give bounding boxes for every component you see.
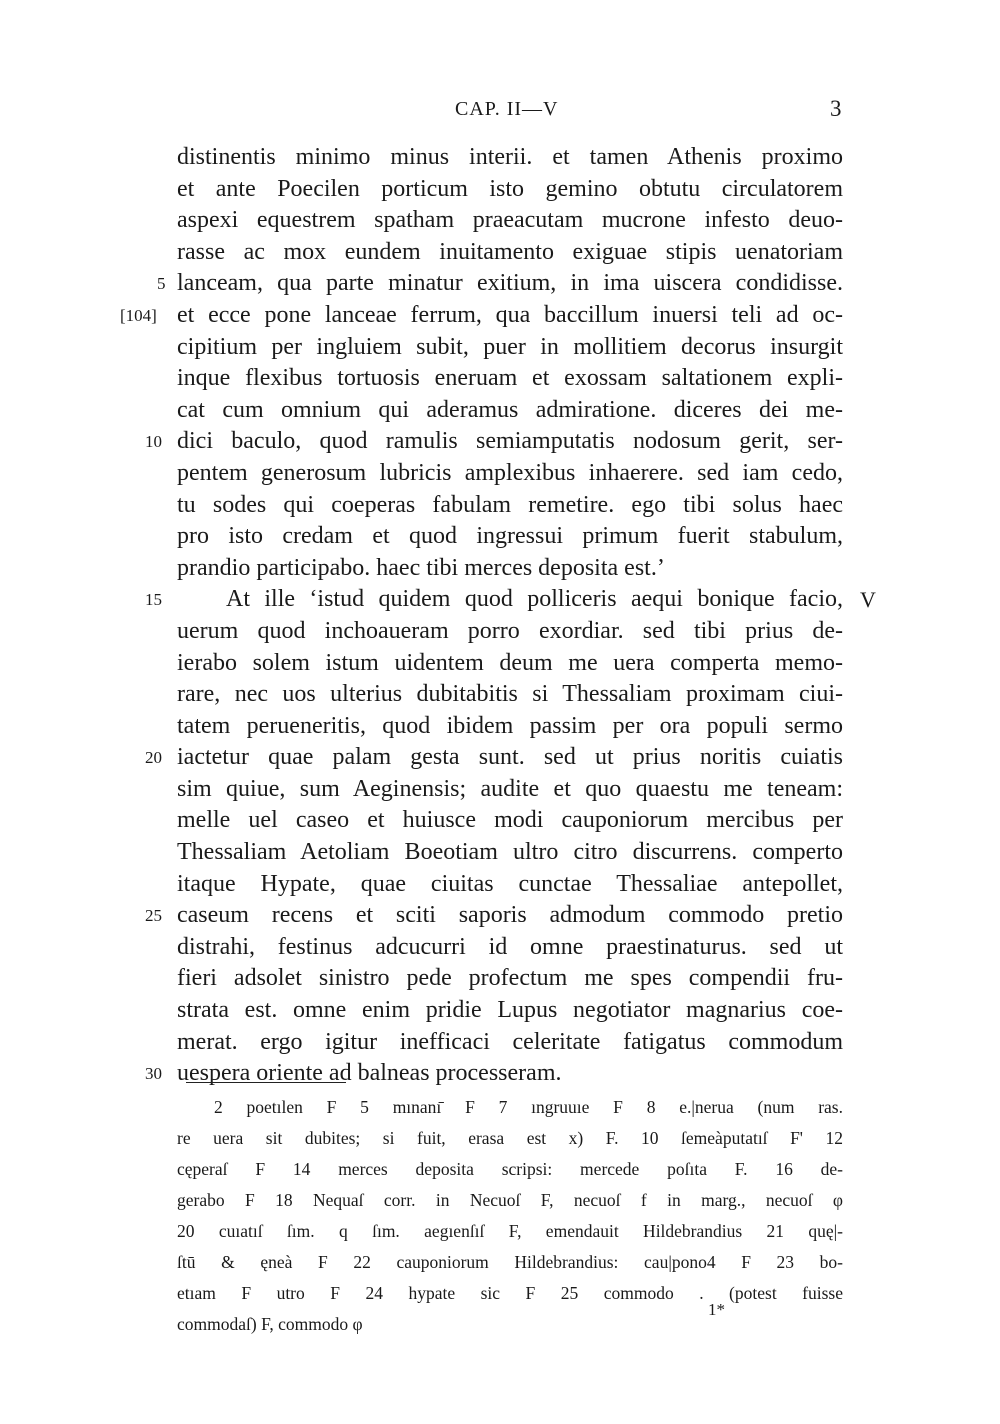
text-line — [0, 237, 1000, 269]
apparatus-line — [0, 1123, 1000, 1154]
apparatus-line — [0, 1154, 1000, 1185]
text-line — [0, 932, 1000, 964]
line-text: melle uel caseo et huiusce modi cauponiorum mercibus per — [177, 807, 843, 834]
apparatus-text: 20 cuıatıſ ſım. q ſım. aegıenſıſ F, emendauit Hildebrandius 21 quę|- — [177, 1221, 843, 1241]
apparatus-text: etıam F utro F 24 hypate sic F 25 commodo . (potest fuisse — [177, 1283, 843, 1303]
text-line — [0, 300, 1000, 332]
line-text: uespera oriente ad balneas processeram. — [177, 1060, 562, 1087]
apparatus-text: commodaſ) F, commodo φ — [177, 1314, 363, 1334]
line-text: fieri adsolet sinistro pede profectum me spes compendii fru- — [177, 965, 843, 992]
line-text: Thessaliam Aetoliam Boeotiam ultro citro discurrens. comperto — [177, 839, 843, 866]
apparatus-line — [0, 1278, 1000, 1309]
text-line — [0, 774, 1000, 806]
line-text: strata est. omne enim pridie Lupus negotiator magnarius coe- — [177, 997, 843, 1024]
text-line — [0, 395, 1000, 427]
text-line — [0, 174, 1000, 206]
running-head: CAP. II—V — [455, 98, 559, 120]
text-line — [0, 742, 1000, 774]
text-line — [0, 332, 1000, 364]
page-header — [0, 98, 1000, 128]
apparatus-line — [0, 1185, 1000, 1216]
text-line — [0, 205, 1000, 237]
text-line — [0, 805, 1000, 837]
line-text: rasse ac mox eundem inuitamento exiguae stipis uenatoriam — [177, 238, 843, 265]
text-line — [0, 268, 1000, 300]
text-line — [0, 521, 1000, 553]
line-text: lanceam, qua parte minatur exitium, in ima uiscera condidisse. — [177, 270, 843, 297]
line-text: ierabo solem istum uidentem deum me uera comperta memo- — [177, 649, 843, 676]
line-text: prandio participabo. haec tibi merces deposita est.’ — [177, 554, 665, 581]
chapter-marker: V — [860, 587, 876, 613]
text-line — [0, 363, 1000, 395]
line-text: aspexi equestrem spatham praeacutam mucrone infesto deuo- — [177, 207, 843, 234]
line-text: merat. ergo igitur inefficaci celeritate fatigatus commodum — [177, 1028, 843, 1055]
text-line — [0, 553, 1000, 585]
line-text: pro isto credam et quod ingressui primum fuerit stabulum, — [177, 523, 843, 550]
text-line — [0, 711, 1000, 743]
line-text: caseum recens et sciti saporis admodum commodo pretio — [177, 902, 843, 929]
text-line — [0, 963, 1000, 995]
line-number: 20 — [145, 748, 162, 768]
line-text: tu sodes qui coeperas fabulam remetire. ego tibi solus haec — [177, 491, 843, 518]
footnote-rule — [186, 1082, 346, 1083]
line-text: rare, nec uos ulterius dubitabitis si Thessaliam proximam ciui- — [177, 681, 843, 708]
line-number: 15 — [145, 590, 162, 610]
text-line — [0, 458, 1000, 490]
text-line — [0, 837, 1000, 869]
line-number: 5 — [157, 274, 166, 294]
line-text: et ecce pone lanceae ferrum, qua baccillum inuersi teli ad oc- — [177, 301, 843, 328]
apparatus-text: gerabo F 18 Nequaſ corr. in Necuoſ F, necuoſ f in marg., necuoſ φ — [177, 1190, 843, 1210]
line-text: pentem generosum lubricis amplexibus inhaerere. sed iam cedo, — [177, 459, 843, 486]
apparatus-line — [0, 1309, 1000, 1340]
line-text: itaque Hypate, quae ciuitas cunctae Thessaliae antepollet, — [177, 870, 843, 897]
line-text: distinentis minimo minus interii. et tamen Athenis proximo — [177, 144, 843, 170]
page-number: 3 — [830, 96, 842, 121]
apparatus-line — [0, 1092, 1000, 1123]
apparatus-text: 2 poetılen F 5 mınanı̄ F 7 ıngruuıe F 8 e.|nerua (num ras. — [214, 1097, 843, 1117]
line-number: 30 — [145, 1064, 162, 1084]
text-line — [0, 426, 1000, 458]
critical-apparatus — [0, 1092, 1000, 1340]
text-line — [0, 900, 1000, 932]
apparatus-text: ſtū & ęneà F 22 cauponiorum Hildebrandius: cau|pono4 F 23 bo- — [177, 1252, 843, 1272]
text-line — [0, 869, 1000, 901]
text-line — [0, 648, 1000, 680]
text-line — [0, 616, 1000, 648]
text-line — [0, 490, 1000, 522]
line-text: distrahi, festinus adcucurri id omne praestinaturus. sed ut — [177, 933, 843, 960]
text-line — [0, 1027, 1000, 1059]
line-text: uerum quod inchoaueram porro exordiar. sed tibi prius de- — [177, 617, 843, 644]
line-text: et ante Poecilen porticum isto gemino obtutu circulatorem — [177, 175, 843, 202]
main-text — [0, 142, 1000, 1090]
line-text: At ille ‘istud quidem quod polliceris aequi bonique facio, — [226, 586, 843, 613]
text-line — [0, 679, 1000, 711]
line-text: tatem perueneritis, quod ibidem passim per ora populi sermo — [177, 712, 843, 739]
line-text: iactetur quae palam gesta sunt. sed ut prius noritis cuiatis — [177, 744, 843, 771]
line-text: inque flexibus tortuosis eneruam et exossam saltationem expli- — [177, 365, 843, 392]
line-text: cat cum omnium qui aderamus admiratione. diceres dei me- — [177, 396, 843, 423]
apparatus-line — [0, 1216, 1000, 1247]
text-line — [0, 142, 1000, 174]
text-line — [0, 1058, 1000, 1090]
line-number: 10 — [145, 432, 162, 452]
apparatus-text: re uera sit dubites; si fuit, erasa est x) F. 10 ſemeàputatıſ F' 12 — [177, 1128, 843, 1148]
signature-mark: 1* — [708, 1300, 725, 1319]
text-line — [0, 995, 1000, 1027]
text-line — [0, 584, 1000, 616]
line-text: dici baculo, quod ramulis semiamputatis nodosum gerit, ser- — [177, 428, 843, 455]
line-number: 25 — [145, 906, 162, 926]
line-text: sim quiue, sum Aeginensis; audite et quo quaestu me teneam: — [177, 775, 843, 802]
marginal-reference: [104] — [120, 305, 157, 325]
apparatus-line — [0, 1247, 1000, 1278]
apparatus-text: cęperaſ F 14 merces deposita scripsi: mercede poſıta F. 16 de- — [177, 1159, 843, 1179]
line-text: cipitium per ingluiem subit, puer in mollitiem decorus insurgit — [177, 333, 843, 360]
